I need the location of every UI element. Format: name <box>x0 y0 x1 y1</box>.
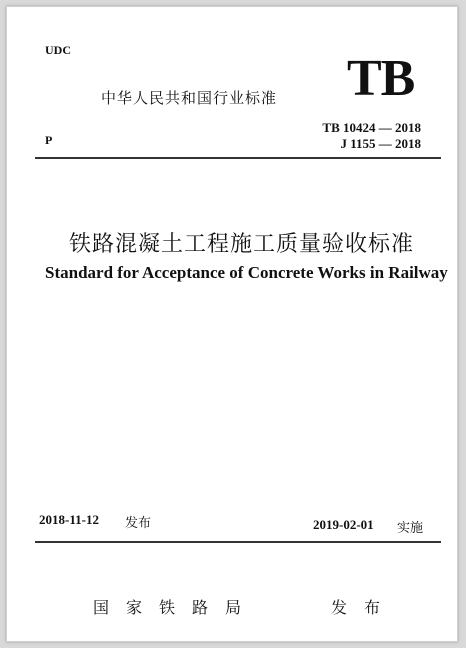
title-english: Standard for Acceptance of Concrete Works in Railway <box>45 263 448 282</box>
release-date: 2018-11-12 <box>39 512 99 527</box>
standard-cover-page <box>6 6 458 642</box>
issuing-authority: 国家铁路局 <box>93 598 259 617</box>
title-chinese: 铁路混凝土工程施工质量验收标准 <box>69 232 415 257</box>
bottom-divider <box>35 541 441 543</box>
tb-logo: TB <box>347 50 415 107</box>
release-label: 发布 <box>125 516 152 531</box>
industry-standard-heading: 中华人民共和国行业标准 <box>101 89 278 107</box>
standard-code-j: J 1155 — 2018 <box>340 136 421 151</box>
standard-code-tb: TB 10424 — 2018 <box>322 120 421 135</box>
top-divider <box>35 157 441 159</box>
implementation-label: 实施 <box>397 521 424 536</box>
implementation-date: 2019-02-01 <box>313 517 374 532</box>
publish-label: 发布 <box>331 598 398 617</box>
udc-label: UDC <box>45 43 71 57</box>
category-label: P <box>45 133 53 147</box>
